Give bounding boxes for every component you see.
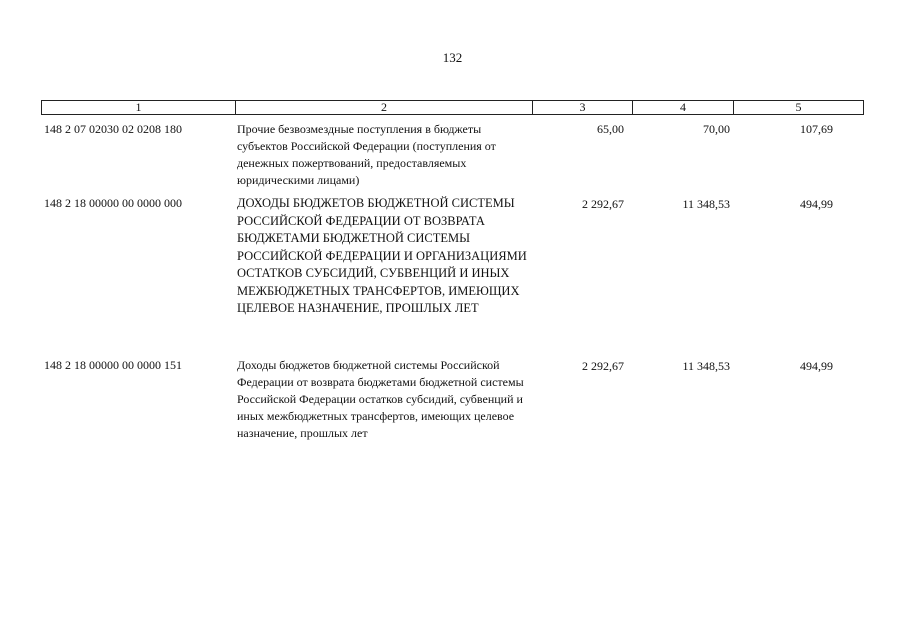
row-value-col5: 494,99: [800, 197, 833, 211]
row-value-col3: 2 292,67: [582, 359, 624, 373]
row-value-col4: 11 348,53: [682, 197, 730, 211]
page-number: 132: [442, 50, 463, 65]
row-value-col4: 11 348,53: [682, 359, 730, 373]
row-code: 148 2 18 00000 00 0000 000: [44, 196, 182, 210]
row-description: Доходы бюджетов бюджетной системы Российской Федерации от возврата бюджетами бюджетной системы Российской Федерации остатков субсидий, субвенций и иных межбюджетных трансфертов, имеющих целевое назначение, прошлых лет: [237, 358, 524, 440]
row-value-col5: 107,69: [800, 122, 833, 136]
row-code: 148 2 07 02030 02 0208 180: [44, 122, 182, 136]
row-value-col5: 494,99: [800, 359, 833, 373]
table-header: [41, 100, 864, 115]
row-code: 148 2 18 00000 00 0000 151: [44, 358, 182, 372]
header-col-4: 4: [632, 101, 733, 114]
header-col-2: 2: [235, 101, 532, 114]
row-value-col3: 65,00: [597, 122, 624, 136]
header-col-1: 1: [135, 100, 142, 114]
row-description: Прочие безвозмездные поступления в бюджеты субъектов Российской Федерации (поступления от денежных пожертвований, предоставляемых юридическими лицами): [237, 122, 496, 187]
row-value-col3: 2 292,67: [582, 197, 624, 211]
row-description: ДОХОДЫ БЮДЖЕТОВ БЮДЖЕТНОЙ СИСТЕМЫ РОССИЙСКОЙ ФЕДЕРАЦИИ ОТ ВОЗВРАТА БЮДЖЕТАМИ БЮДЖЕТНОЙ СИСТЕМЫ РОССИЙСКОЙ ФЕДЕРАЦИИ И ОРГАНИЗАЦИЯМИ ОСТАТКОВ СУБСИДИЙ, СУБВЕНЦИЙ И ИНЫХ МЕЖБЮДЖЕТНЫХ ТРАНСФЕРТОВ, ИМЕЮЩИХ ЦЕЛЕВОЕ НАЗНАЧЕНИЕ, ПРОШЛЫХ ЛЕТ: [237, 196, 527, 315]
header-col-5: 5: [733, 101, 863, 114]
row-value-col4: 70,00: [703, 122, 730, 136]
header-col-3: 3: [532, 101, 632, 114]
